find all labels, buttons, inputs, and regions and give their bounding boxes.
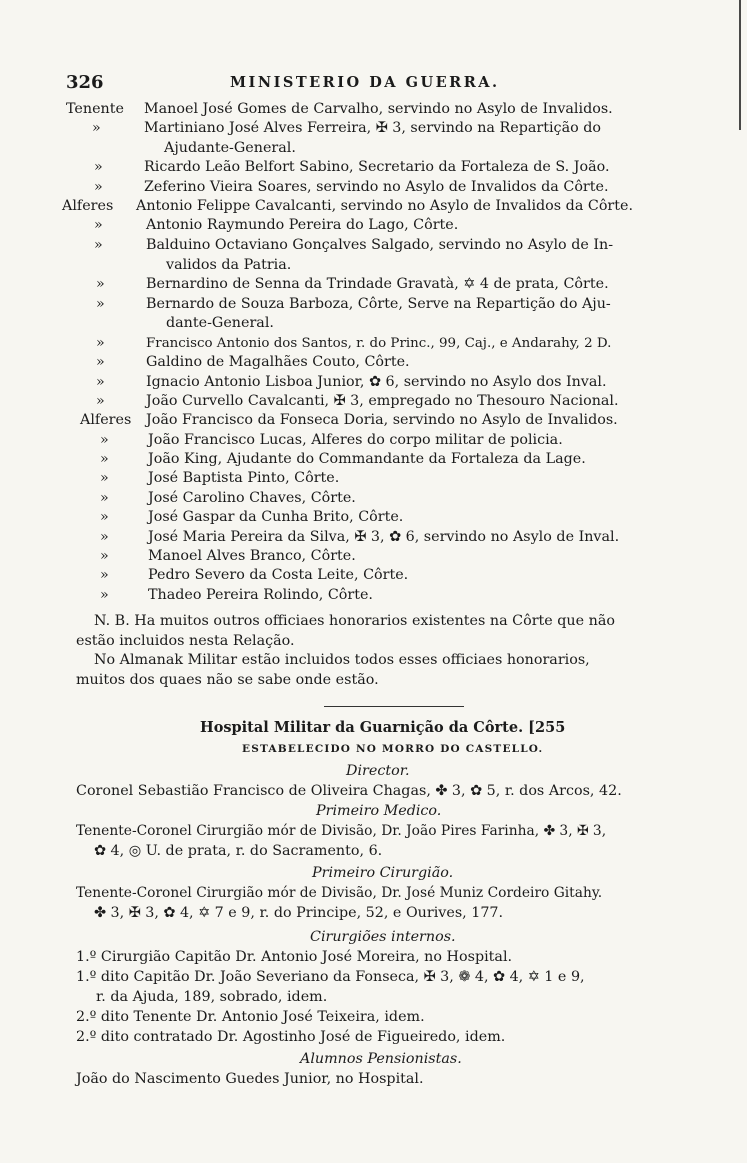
staff-entry: 1.º dito Capitão Dr. João Severiano da Fonseca, ✠ 3, ❁ 4, ✿ 4, ✡ 1 e 9, xyxy=(76,969,585,985)
rank-label: » xyxy=(96,335,105,351)
note-line: estão incluidos nesta Relação. xyxy=(76,633,295,649)
rank-label: » xyxy=(92,120,101,136)
staff-entry: 1.º Cirurgião Capitão Dr. Antonio José Moreira, no Hospital. xyxy=(76,949,513,965)
staff-entry: 2.º dito Tenente Dr. Antonio José Teixeira, idem. xyxy=(76,1009,425,1025)
role-heading: Primeiro Cirurgião. xyxy=(312,865,454,881)
staff-entry: r. da Ajuda, 189, sobrado, idem. xyxy=(96,989,328,1005)
role-heading: Director. xyxy=(346,763,410,779)
rank-label: » xyxy=(94,237,103,253)
officer-entry: Galdino de Magalhães Couto, Côrte. xyxy=(146,354,410,370)
officer-entry: Antonio Felippe Cavalcanti, servindo no Asylo de Invalidos da Côrte. xyxy=(136,198,634,214)
officer-entry: Bernardo de Souza Barboza, Côrte, Serve na Repartição do Aju- xyxy=(146,296,611,312)
officer-entry: João Francisco Lucas, Alferes do corpo militar de policia. xyxy=(148,432,563,448)
rank-label: » xyxy=(100,451,109,467)
rank-label: » xyxy=(100,470,109,486)
staff-entry: ✤ 3, ✠ 3, ✿ 4, ✡ 7 e 9, r. do Principe, 52, e Ourives, 177. xyxy=(94,905,504,921)
officer-entry: Antonio Raymundo Pereira do Lago, Côrte. xyxy=(146,217,459,233)
rank-label: Alferes xyxy=(80,412,132,428)
rank-label: » xyxy=(100,432,109,448)
section-divider xyxy=(324,706,464,707)
staff-entry: João do Nascimento Guedes Junior, no Hospital. xyxy=(76,1071,424,1087)
rank-label: » xyxy=(100,567,109,583)
officer-entry: Bernardino de Senna da Trindade Gravatà, ✡ 4 de prata, Côrte. xyxy=(146,276,609,292)
officer-entry: Manoel José Gomes de Carvalho, servindo no Asylo de Invalidos. xyxy=(144,101,613,117)
page-title: MINISTERIO DA GUERRA. xyxy=(230,74,500,91)
staff-entry: Tenente-Coronel Cirurgião mór de Divisão, Dr. João Pires Farinha, ✤ 3, ✠ 3, xyxy=(76,823,607,839)
rank-label: Tenente xyxy=(66,101,124,117)
role-heading: Cirurgiões internos. xyxy=(310,929,456,945)
officer-entry: Ajudante-General. xyxy=(164,140,296,156)
officer-entry: João King, Ajudante do Commandante da Fortaleza da Lage. xyxy=(148,451,586,467)
role-heading: Alumnos Pensionistas. xyxy=(300,1051,462,1067)
rank-label: » xyxy=(94,217,103,233)
officer-entry: Manoel Alves Branco, Côrte. xyxy=(148,548,356,564)
note-line: No Almanak Militar estão incluidos todos esses officiaes honorarios, xyxy=(94,652,590,668)
officer-entry: José Gaspar da Cunha Brito, Côrte. xyxy=(148,509,404,525)
officer-entry: João Francisco da Fonseca Doria, servindo no Asylo de Invalidos. xyxy=(146,412,618,428)
staff-entry: ✿ 4, ◎ U. de prata, r. do Sacramento, 6. xyxy=(94,843,383,859)
role-heading: Primeiro Medico. xyxy=(316,803,442,819)
staff-entry: Tenente-Coronel Cirurgião mór de Divisão, Dr. José Muniz Cordeiro Gitahy. xyxy=(76,885,603,901)
officer-entry: José Maria Pereira da Silva, ✠ 3, ✿ 6, servindo no Asylo de Inval. xyxy=(148,529,620,545)
officer-entry: Balduino Octaviano Gonçalves Salgado, servindo no Asylo de In- xyxy=(146,237,614,253)
rank-label: Alferes xyxy=(62,198,114,214)
section-subtitle: ESTABELECIDO NO MORRO DO CASTELLO. xyxy=(242,743,544,755)
rank-label: » xyxy=(94,159,103,175)
rank-label: » xyxy=(94,179,103,195)
officer-entry: Martiniano José Alves Ferreira, ✠ 3, servindo na Repartição do xyxy=(144,120,601,136)
officer-entry: José Baptista Pinto, Côrte. xyxy=(148,470,340,486)
page-number: 326 xyxy=(66,72,104,93)
officer-entry: Thadeo Pereira Rolindo, Côrte. xyxy=(148,587,373,603)
officer-entry: João Curvello Cavalcanti, ✠ 3, empregado no Thesouro Nacional. xyxy=(146,393,619,409)
rank-label: » xyxy=(100,509,109,525)
officer-entry: Ricardo Leão Belfort Sabino, Secretario da Fortaleza de S. João. xyxy=(144,159,610,175)
rank-label: » xyxy=(100,490,109,506)
rank-label: » xyxy=(96,374,105,390)
staff-entry: Coronel Sebastião Francisco de Oliveira Chagas, ✤ 3, ✿ 5, r. dos Arcos, 42. xyxy=(76,783,622,799)
rank-label: » xyxy=(96,393,105,409)
rank-label: » xyxy=(100,587,109,603)
staff-entry: 2.º dito contratado Dr. Agostinho José de Figueiredo, idem. xyxy=(76,1029,506,1045)
rank-label: » xyxy=(96,354,105,370)
page-header xyxy=(66,72,666,98)
officer-entry: Zeferino Vieira Soares, servindo no Asylo de Invalidos da Côrte. xyxy=(144,179,609,195)
page-edge xyxy=(739,0,741,130)
section-title: Hospital Militar da Guarnição da Côrte. [255 xyxy=(200,719,566,736)
officer-entry: Ignacio Antonio Lisboa Junior, ✿ 6, servindo no Asylo dos Inval. xyxy=(146,374,607,390)
officer-entry: validos da Patria. xyxy=(166,257,292,273)
officer-entry: Pedro Severo da Costa Leite, Côrte. xyxy=(148,567,409,583)
officer-entry: José Carolino Chaves, Côrte. xyxy=(148,490,356,506)
rank-label: » xyxy=(96,276,105,292)
note-line: muitos dos quaes não se sabe onde estão. xyxy=(76,672,379,688)
note-line: N. B. Ha muitos outros officiaes honorarios existentes na Côrte que não xyxy=(94,613,615,629)
rank-label: » xyxy=(100,548,109,564)
rank-label: » xyxy=(100,529,109,545)
officer-entry: Francisco Antonio dos Santos, r. do Princ., 99, Caj., e Andarahy, 2 D. xyxy=(146,336,612,351)
rank-label: » xyxy=(96,296,105,312)
officer-entry: dante-General. xyxy=(166,315,274,331)
